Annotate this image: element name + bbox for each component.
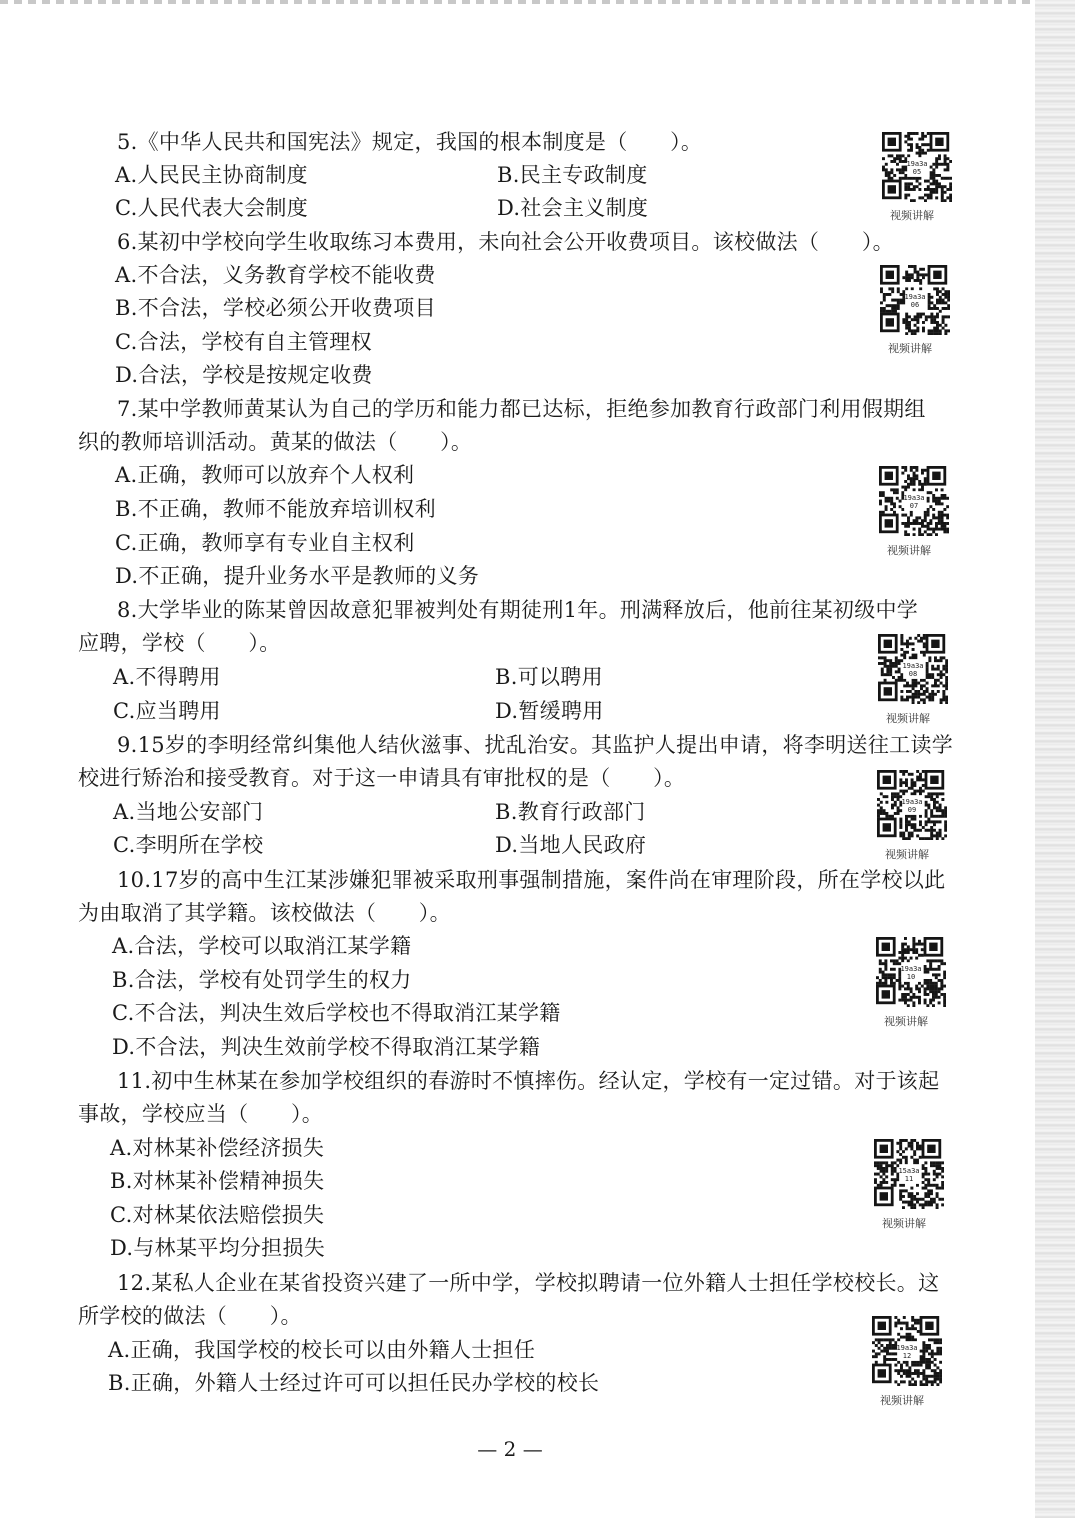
option-a: A.正确，我国学校的校长可以由外籍人士担任 (108, 1338, 536, 1362)
svg-text:11: 11 (904, 1175, 914, 1183)
qr-code-video-07[interactable] (879, 466, 949, 536)
qr-label: 视频讲解 (882, 1217, 926, 1230)
svg-text:09: 09 (907, 806, 917, 814)
qr-label: 视频讲解 (885, 848, 929, 861)
option-b: B.民主专政制度 (497, 163, 648, 187)
qr-code-video-05[interactable] (882, 132, 952, 202)
option-b: B.不合法，学校必须公开收费项目 (115, 296, 436, 320)
qr-code-video-11[interactable] (874, 1139, 944, 1209)
question-stem: 7.某中学教师黄某认为自己的学历和能力都已达标，拒绝参加教育行政部门利用假期组 (117, 397, 926, 421)
option-c: C.对林某依法赔偿损失 (110, 1203, 325, 1227)
qr-label: 视频讲解 (887, 544, 931, 557)
svg-text:19a3a: 19a3a (896, 1344, 918, 1352)
question-stem: 8.大学毕业的陈某曾因故意犯罪被判处有期徒刑1年。刑满释放后，他前往某初级中学 (117, 598, 919, 622)
option-a: A.人民民主协商制度 (115, 163, 308, 187)
option-d: D.暂缓聘用 (495, 699, 604, 723)
qr-label: 视频讲解 (884, 1015, 928, 1028)
qr-label: 视频讲解 (886, 712, 930, 725)
svg-text:19a3a: 19a3a (903, 494, 925, 502)
question-stem-cont: 为由取消了其学籍。该校做法（ ）。 (78, 901, 451, 925)
option-b: B.可以聘用 (495, 665, 603, 689)
option-a: A.对林某补偿经济损失 (110, 1136, 325, 1160)
option-c: C.合法，学校有自主管理权 (115, 330, 372, 354)
question-stem-cont: 织的教师培训活动。黄某的做法（ ）。 (78, 430, 473, 454)
svg-text:19a3a: 19a3a (902, 662, 924, 670)
option-a: A.不得聘用 (113, 665, 221, 689)
option-b: B.正确，外籍人士经过许可可以担任民办学校的校长 (108, 1371, 600, 1395)
qr-label: 视频讲解 (890, 209, 934, 222)
svg-text:19a3a: 19a3a (906, 160, 928, 168)
question-stem: 5.《中华人民共和国宪法》规定，我国的根本制度是（ ）。 (117, 130, 703, 154)
option-d: D.当地人民政府 (495, 833, 647, 857)
option-b: B.合法，学校有处罚学生的权力 (112, 968, 412, 992)
option-b: B.对林某补偿精神损失 (110, 1169, 325, 1193)
option-d: D.不正确，提升业务水平是教师的义务 (115, 564, 480, 588)
question-stem: 11.初中生林某在参加学校组织的春游时不慎摔伤。经认定，学校有一定过错。对于该起 (117, 1069, 940, 1093)
question-stem-cont: 应聘，学校（ ）。 (78, 631, 281, 655)
question-stem-cont: 所学校的做法（ ）。 (78, 1304, 302, 1328)
option-c: C.李明所在学校 (113, 833, 264, 857)
scan-right-edge (1035, 0, 1075, 1518)
option-d: D.不合法，判决生效前学校不得取消江某学籍 (112, 1035, 541, 1059)
svg-text:05: 05 (912, 168, 922, 176)
question-stem: 12.某私人企业在某省投资兴建了一所中学，学校拟聘请一位外籍人士担任学校校长。这 (117, 1271, 940, 1295)
question-stem-cont: 事故，学校应当（ ）。 (78, 1102, 324, 1126)
qr-label: 视频讲解 (888, 342, 932, 355)
question-stem: 9.15岁的李明经常纠集他人结伙滋事、扰乱治安。其监护人提出申请，将李明送往工读学 (117, 733, 954, 757)
svg-text:12: 12 (902, 1352, 912, 1360)
question-stem: 10.17岁的高中生江某涉嫌犯罪被采取刑事强制措施，案件尚在审理阶段，所在学校以此 (117, 868, 946, 892)
option-c: C.正确，教师享有专业自主权利 (115, 531, 415, 555)
scan-top-edge (0, 0, 1075, 4)
option-a: A.正确，教师可以放弃个人权利 (115, 463, 415, 487)
option-c: C.应当聘用 (113, 699, 221, 723)
option-a: A.当地公安部门 (113, 800, 264, 824)
option-d: D.与林某平均分担损失 (110, 1236, 326, 1260)
svg-text:19a3a: 19a3a (900, 965, 922, 973)
qr-code-video-10[interactable] (876, 937, 946, 1007)
qr-code-video-12[interactable] (872, 1316, 942, 1386)
svg-text:08: 08 (908, 670, 918, 678)
svg-text:19a3a: 19a3a (901, 798, 923, 806)
qr-code-video-06[interactable] (880, 265, 950, 335)
option-d: D.社会主义制度 (497, 196, 649, 220)
option-c: C.人民代表大会制度 (115, 196, 308, 220)
svg-text:07: 07 (909, 502, 919, 510)
option-d: D.合法，学校是按规定收费 (115, 363, 373, 387)
question-stem: 6.某初中学校向学生收取练习本费用，未向社会公开收费项目。该校做法（ ）。 (117, 230, 894, 254)
option-b: B.不正确，教师不能放弃培训权利 (115, 497, 436, 521)
question-stem-cont: 校进行矫治和接受教育。对于这一申请具有审批权的是（ ）。 (78, 766, 686, 790)
qr-code-video-08[interactable] (878, 634, 948, 704)
option-c: C.不合法，判决生效后学校也不得取消江某学籍 (112, 1001, 561, 1025)
qr-code-video-09[interactable] (877, 770, 947, 840)
svg-text:06: 06 (910, 301, 920, 309)
page-number: — 2 — (477, 1437, 543, 1461)
option-a: A.不合法，义务教育学校不能收费 (115, 263, 436, 287)
qr-label: 视频讲解 (880, 1394, 924, 1407)
option-b: B.教育行政部门 (495, 800, 646, 824)
option-a: A.合法，学校可以取消江某学籍 (112, 934, 412, 958)
svg-text:15a3a: 15a3a (898, 1167, 920, 1175)
svg-text:10: 10 (906, 973, 916, 981)
svg-text:19a3a: 19a3a (904, 293, 926, 301)
